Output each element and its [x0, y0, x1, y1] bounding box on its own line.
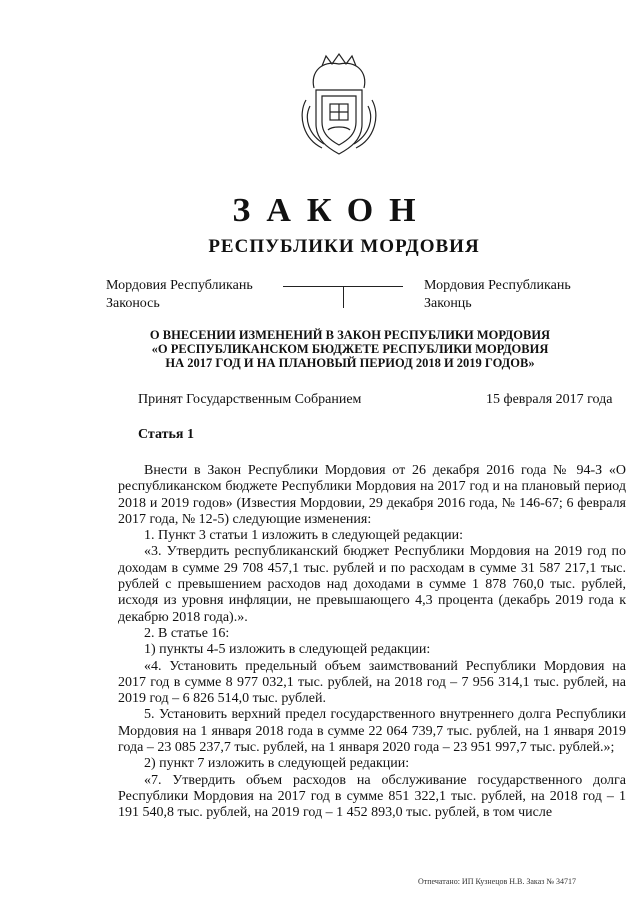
article-heading: Статья 1 [138, 427, 194, 442]
adopted-by: Принят Государственным Собранием [138, 392, 362, 407]
lang-right-line1: Мордовия Республикань [424, 278, 571, 293]
adopted-date: 15 февраля 2017 года [486, 392, 613, 407]
lang-left-line1: Мордовия Республикань [106, 278, 253, 293]
law-name-line2: «О РЕСПУБЛИКАНСКОМ БЮДЖЕТЕ РЕСПУБЛИКИ МОРДОВИЯ [151, 342, 549, 356]
lang-left-line2: Законось [106, 296, 160, 311]
law-name [120, 328, 580, 370]
article-paragraph: 1) пункты 4-5 изложить в следующей редакции: [144, 642, 431, 658]
header-divider-right [343, 286, 403, 287]
article-paragraph: 2) пункт 7 изложить в следующей редакции: [144, 756, 410, 772]
header-divider-vertical [343, 286, 344, 308]
article-paragraph: 5. Установить верхний предел государственного внутреннего долга Республики Мордовия на 1 января 2018 года в сумме 22 064 739,7 тыс. рублей, на 1 января 2019 года – 23 085 237,7 тыс. рублей, на 1 января 2020 года – 23 951 997,7 тыс. рублей.»; [118, 707, 626, 756]
article-paragraph: 2. В статье 16: [144, 625, 230, 641]
lang-right-line2: Законць [424, 296, 472, 311]
article-body [118, 463, 626, 822]
printer-footer: Отпечатано: ИП Кузнецов Н.В. Заказ № 34717 [418, 877, 577, 886]
document-subtitle: РЕСПУБЛИКИ МОРДОВИЯ [208, 236, 480, 257]
erzya-title-right [424, 277, 571, 313]
header-divider-left [283, 286, 343, 287]
article-paragraph: «3. Утвердить республиканский бюджет Республики Мордовия на 2019 год по доходам в сумме 29 708 457,1 тыс. рублей и по расходам в сумме 31 587 217,1 тыс. рублей с превышением расходов над доходами в сумме 1 878 760,0 тыс. рублей, исходя из уровня инфляции, не превышающего 4,3 процента (декабрь 2019 года к декабрю 2018 года).». [118, 544, 626, 625]
law-name-line3: НА 2017 ГОД И НА ПЛАНОВЫЙ ПЕРИОД 2018 И 2019 ГОДОВ» [165, 356, 535, 370]
moksha-title-left [106, 277, 253, 313]
article-paragraph: «7. Утвердить объем расходов на обслуживание государственного долга Республики Мордовия на 2017 год в сумме 851 322,1 тыс. рублей, на 2018 год – 1 191 540,8 тыс. рублей, на 2019 год – 1 452 893,0 тыс. рублей, в том числе [118, 772, 626, 821]
coat-of-arms-emblem [292, 50, 386, 160]
article-paragraph: 1. Пункт 3 статьи 1 изложить в следующей редакции: [144, 528, 463, 544]
article-paragraph: «4. Установить предельный объем заимствований Республики Мордовия на 2017 год в сумме 8 977 032,1 тыс. рублей, на 2018 год – 7 956 314,1 тыс. рублей, на 2019 год – 6 826 514,0 тыс. рублей. [118, 658, 626, 707]
document-title: ЗАКОН [232, 192, 432, 229]
article-paragraph: Внести в Закон Республики Мордовия от 26 декабря 2016 года № 94-З «О республиканском бюджете Республики Мордовия на 2017 год и на плановый период 2018 и 2019 годов» (Известия Мордовии, 29 декабря 2016 года, № 146-67; 6 февраля 2017 года, № 12-5) следующие изменения: [118, 463, 626, 527]
law-name-line1: О ВНЕСЕНИИ ИЗМЕНЕНИЙ В ЗАКОН РЕСПУБЛИКИ МОРДОВИЯ [149, 328, 551, 342]
